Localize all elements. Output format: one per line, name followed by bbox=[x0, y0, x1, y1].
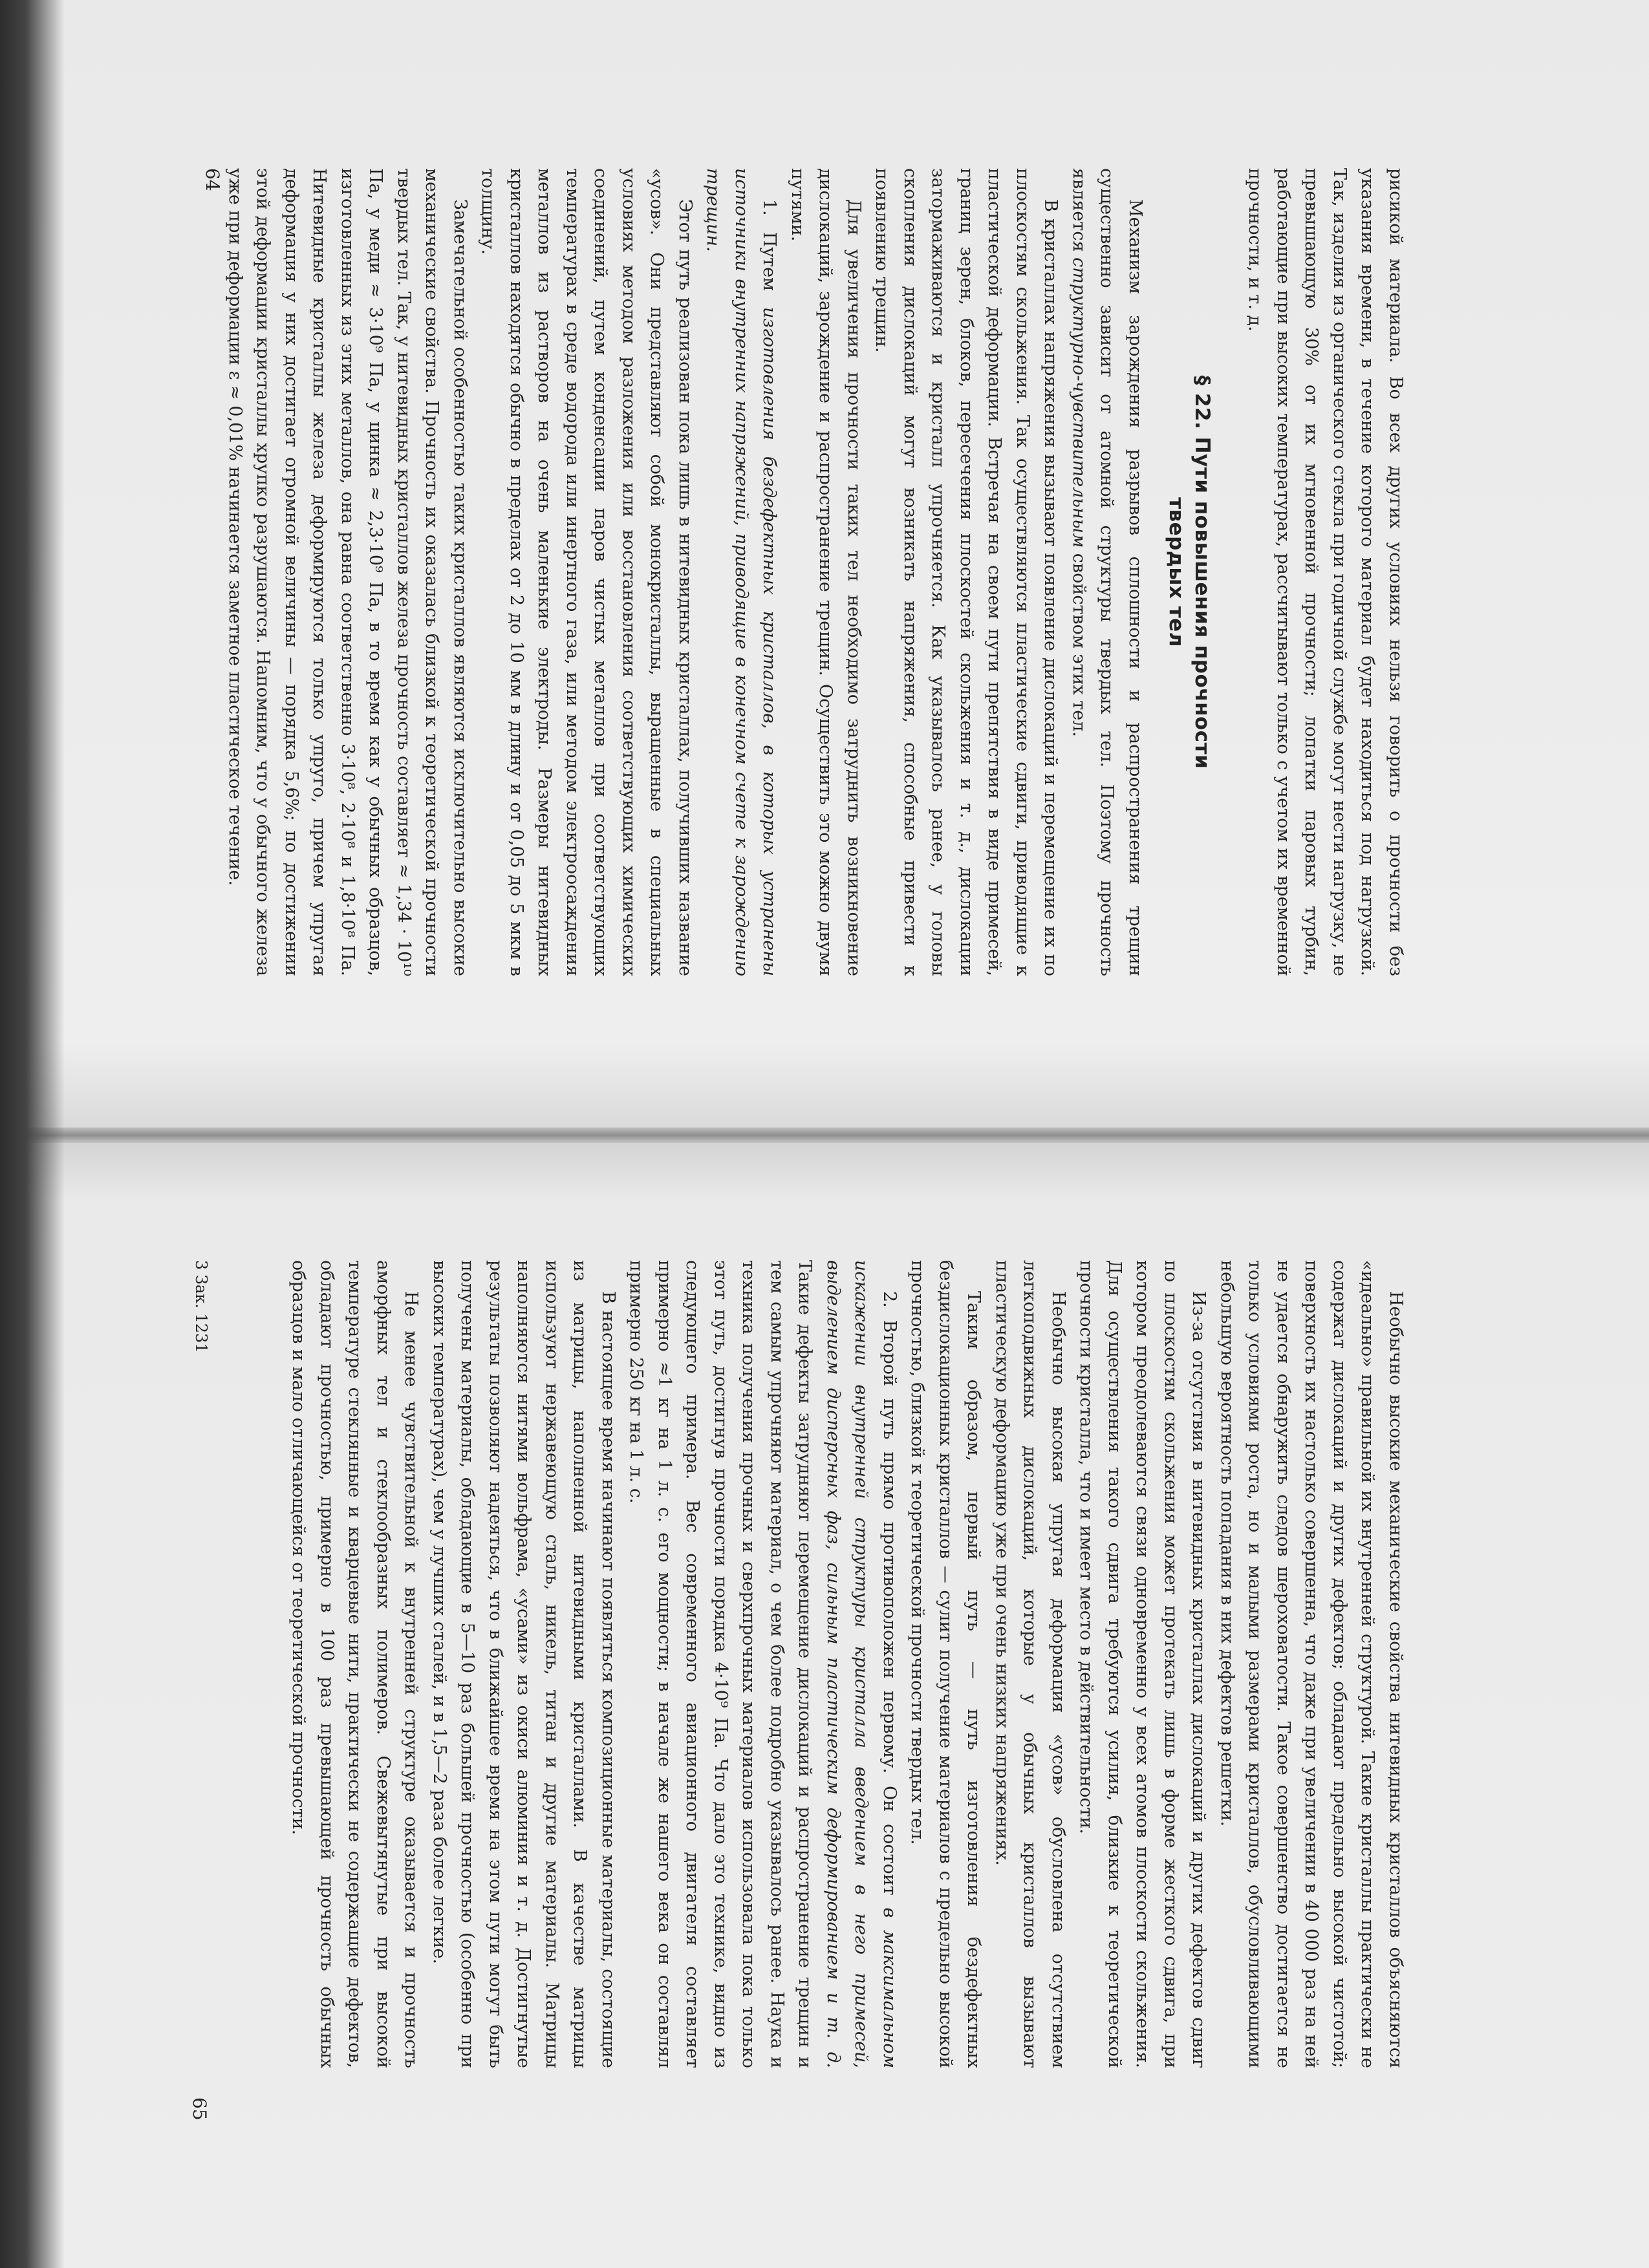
section-heading-line-1: § 22. Пути повышения прочности bbox=[1191, 375, 1214, 769]
right-p5-emphasis: в максимальном искажении внутренней структуры кристалла введением в него примесей, выделением дисперсных фаз, сильным пластическим деформированием и т. д. bbox=[823, 1260, 900, 2068]
page-number-right: 65 bbox=[189, 2097, 210, 2121]
left-paragraph-6: Замечательной особенностью таких кристаллов являются исключительно высокие механические свойства. Прочность их оказалась близкой к теоретической прочности твердых тел. Так, у нитевидных кристаллов железа прочность составляет ≈ 1,34 · 10¹⁰ Па, у меди ≈ 3·10⁹ Па, у цинка ≈ 2,3·10⁹ Па, в то время как у обычных образцов, изготовленных из этих металлов, она равна соответственно 3·10⁸, 2·10⁸ и 1,8·10⁸ Па. Нитевидные кристаллы железа деформируются только упруго, причем упругая деформация у них достигает огромной величины — порядка 5,6%; по достижении этой деформации кристаллы хрупко разрушаются. Напомним, что у обычного железа уже при деформации ε ≈ 0,01% начинается заметное пластическое течение. bbox=[225, 168, 470, 976]
right-paragraph-5 bbox=[622, 1260, 903, 2068]
right-paragraph-4: Таким образом, первый путь — путь изготовления бездефектных бездислокационных кристаллов — сулит получение материалов с предельно высокой прочностью, близкой к теоретической прочности твердых тел. bbox=[907, 1260, 984, 2068]
section-heading bbox=[1163, 168, 1215, 976]
book-gutter bbox=[0, 1128, 1649, 1143]
page-number-left: 64 bbox=[202, 168, 223, 191]
left-p1-text-b: свойством этих тел. bbox=[1069, 548, 1089, 737]
left-paragraph-4 bbox=[699, 168, 784, 976]
right-paragraph-7: Не менее чувствительной к внутренней структуре оказывается и прочность аморфных тел и стеклообразных полимеров. Свежевытянутые при высокой температуре стеклянные и кварцевые нити, практически не содержащие дефектов, обладают прочностью, примерно в 100 раз превышающей прочность обычных образцов и мало отличающейся от теоретической прочности. bbox=[288, 1260, 422, 2068]
right-paragraph-6: В настоящее время начинают появляться композиционные материалы, состоящие из матрицы, наполненной нитевидными кристаллами. В качестве матрицы используют нержавеющую сталь, никель, титан и другие материалы. Матрицы наполняются нитями вольфрама, «усами» из окиси алюминия и т. д. Достигнутые результаты позволяют надеяться, что в ближайшее время на этом пути могут быть получены материалы, обладающие в 5—10 раз большей прочностью (особенно при высоких температурах), чем у лучших сталей, и в 1,5—2 раза более легкие. bbox=[429, 1260, 618, 2068]
scanner-lid-shadow bbox=[0, 0, 65, 2268]
right-p5-text-b: Такие дефекты затрудняют перемещение дислокаций и распространение трещин и тем самым упрочняют материал, о чем более подробно указывалось ранее. Наука и техника получения прочных и сверхпрочных материалов использовала пока только этот путь, достигнув прочности порядка 4·10⁹ Па. Что дало это технике, видно из следующего примера. Вес современного авиационного двигателя составляет примерно ≈1 кг на 1 л. с. его мощности; в начале же нашего века он составлял примерно 250 кг на 1 л. с. bbox=[626, 1260, 815, 2068]
right-text-column bbox=[285, 1260, 1410, 2068]
right-paragraph-2: Из-за отсутствия в нитевидных кристаллах дислокаций и других дефектов сдвиг по плоскостям скольжения может протекать лишь в форме жесткого сдвига, при котором преодолеваются связи одновременно у всех атомов плоскости скольжения. Для осуществления такого сдвига требуются усилия, близкие к теоретической прочности кристалла, что и имеет место в действительности. bbox=[1076, 1260, 1209, 2068]
page-65 bbox=[0, 1134, 1649, 2268]
left-paragraph-2: В кристаллах напряжения вызывают появление дислокаций и перемещение их по плоскостям скольжения. Так осуществляются пластические сдвиги, приводящие к пластической деформации. Встречая на своем пути препятствия в виде примесей, границ зерен, блоков, пересечения плоскостей скольжения и т. д., дислокации затормаживаются и кристалл упрочняется. Как указывалось ранее, у головы скопления дислокаций могут возникать напряжения, способные привести к появлению трещин. bbox=[872, 168, 1061, 976]
section-heading-line-2: твердых тел bbox=[1165, 497, 1188, 647]
left-p4-emphasis: изготовления бездефектных кристаллов, в которых устранены источники внутренних напряжений, приводящие в конечном счете к зарождению трещин. bbox=[703, 168, 780, 976]
right-p5-text-a: 2. Второй путь прямо противоположен первому. Он состоит bbox=[879, 1291, 900, 1908]
left-paragraph-3: Для увеличения прочности таких тел необходимо затруднить возникновение дислокаций, зарождение и распространение трещин. Осуществить это можно двумя путями. bbox=[788, 168, 864, 976]
left-text-column bbox=[221, 168, 1410, 976]
left-paragraph-5: Этот путь реализован пока лишь в нитевидных кристаллах, получивших название «усов». Они представляют собой монокристаллы, выращенные в специальных условиях методом разложения или восстановления соответствующих химических соединений, путем конденсации паров чистых металлов при соответствующих температурах в среде водорода или инертного газа, или методом электроосаждения металлов из растворов на очень маленькие электроды. Размеры нитевидных кристаллов находятся обычно в пределах от 2 до 10 мм в длину и от 0,05 до 5 мкм в толщину. bbox=[478, 168, 695, 976]
left-paragraph-1 bbox=[1065, 168, 1150, 976]
left-p4-text-a: 1. Путем bbox=[759, 199, 780, 308]
left-p1-text-a: Механизм зарождения разрывов сплошности и распространения трещин существенно зависит от атомной структуры твердых тел. Поэтому прочность является bbox=[1069, 168, 1145, 976]
right-paragraph-1: Необычно высокие механические свойства нитевидных кристаллов объясняются «идеально» правильной их внутренней структурой. Такие кристаллы практически не содержат дислокаций и других дефектов; обладают предельно высокой чистотой; поверхность их настолько совершенна, что даже при увеличении в 40 000 раз на ней не удается обнаружить следов шероховатости. Такое совершенство достигается не только условиями роста, но и малыми размерами кристаллов, обусловливающими небольшую вероятность попадания в них дефектов решетки. bbox=[1217, 1260, 1406, 2068]
left-p1-emphasis: структурно-чувствительным bbox=[1069, 257, 1089, 548]
printer-signature: 3 Зак. 1231 bbox=[192, 1260, 210, 1353]
right-paragraph-3: Необычно высокая упругая деформация «усов» обусловлена отсутствием легкоподвижных дислокаций, которые у обычных кристаллов вызывают пластическую деформацию уже при очень низких напряжениях. bbox=[992, 1260, 1068, 2068]
left-intro-paragraph: рисикой материала. Во всех других условиях нельзя говорить о прочности без указания времени, в течение которого материал будет находиться под нагрузкой. Так, изделия из органического стекла при годичной службе могут нести нагрузку, не превышающую 30% от их мгновенной прочности; лопатки паровых турбин, работающие при высоких температурах, рассчитывают только с учетом их временной прочности, и т. д. bbox=[1245, 168, 1406, 976]
